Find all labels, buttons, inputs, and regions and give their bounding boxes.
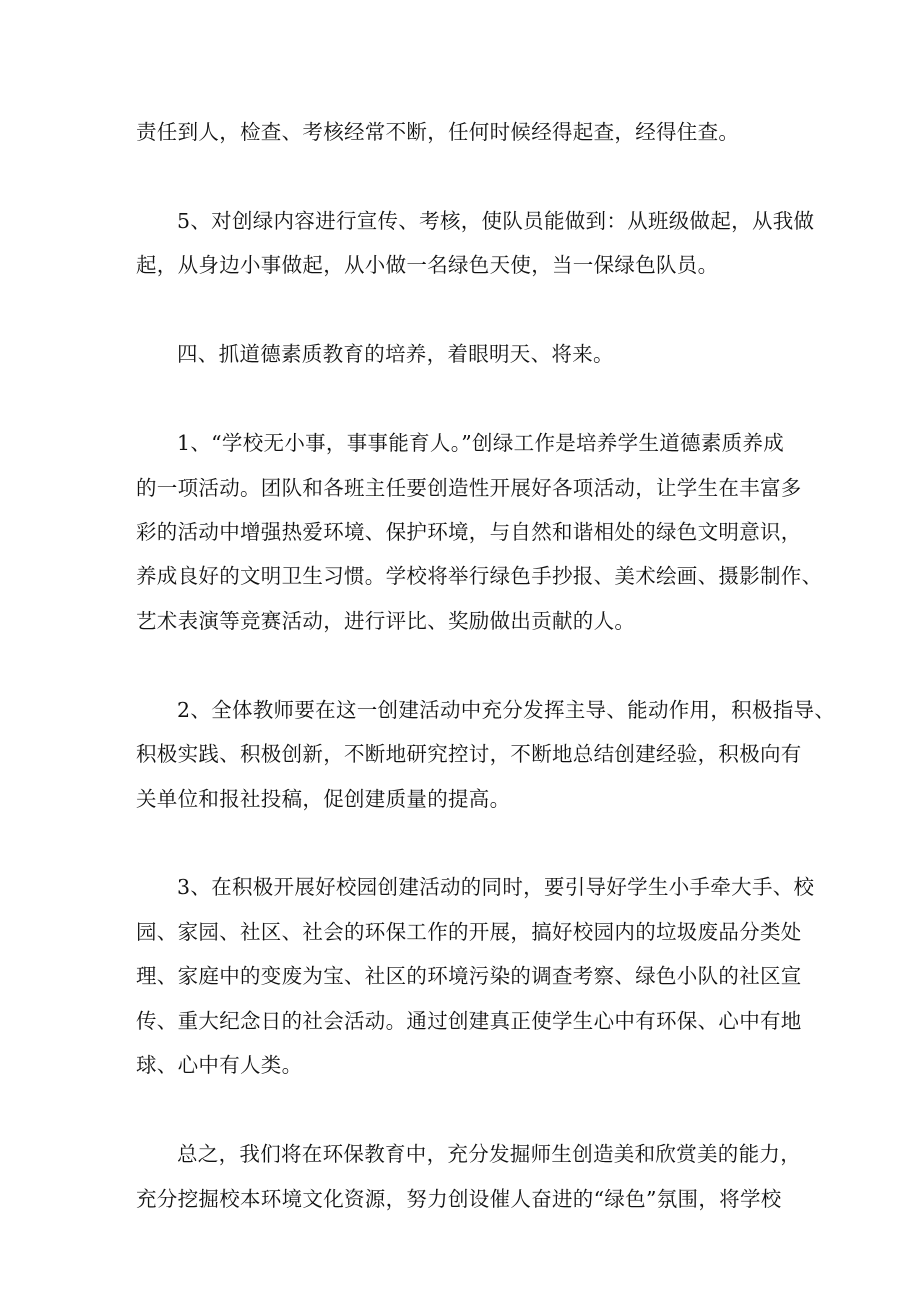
text-line: 四、抓道德素质教育的培养，着眼明天、将来。 <box>177 342 614 367</box>
text-line: 5、对创绿内容进行宣传、考核，使队员能做到：从班级做起，从我做 <box>177 208 815 233</box>
text-line: 关单位和报社投稿，促创建质量的提高。 <box>136 786 511 811</box>
text-line: 总之，我们将在环保教育中，充分发掘师生创造美和欣赏美的能力， <box>177 1142 801 1167</box>
text-line: 球、心中有人类。 <box>136 1053 303 1078</box>
text-line: 艺术表演等竞赛活动，进行评比、奖励做出贡献的人。 <box>136 608 636 633</box>
text-line: 积极实践、积极创新，不断地研究控讨，不断地总结创建经验，积极向有 <box>136 742 802 767</box>
paragraph-item-2 <box>136 688 836 821</box>
text-line: 的一项活动。团队和各班主任要创造性开展好各项活动，让学生在丰富多 <box>136 475 802 500</box>
text-line: 理、家庭中的变废为宝、社区的环境污染的调查考察、绿色小队的社区宣 <box>136 964 802 989</box>
paragraph-item-1 <box>136 421 823 643</box>
paragraph-summary <box>136 1132 801 1221</box>
paragraph-item-5 <box>136 199 815 288</box>
text-line: 2、全体教师要在这一创建活动中充分发挥主导、能动作用，积极指导、 <box>177 697 836 722</box>
text-line: 养成良好的文明卫生习惯。学校将举行绿色手抄报、美术绘画、摄影制作、 <box>136 564 823 589</box>
paragraph-responsibility <box>136 110 792 154</box>
text-line: 园、家园、社区、社会的环保工作的开展，搞好校园内的垃圾废品分类处 <box>136 919 802 944</box>
section-heading-4 <box>136 332 792 376</box>
text-line: 充分挖掘校本环境文化资源，努力创设催人奋进的“绿色”氛围，将学校 <box>136 1186 782 1211</box>
text-line: 彩的活动中增强热爱环境、保护环境，与自然和谐相处的绿色文明意识， <box>136 519 802 544</box>
text-line: 传、重大纪念日的社会活动。通过创建真正使学生心中有环保、心中有地 <box>136 1008 802 1033</box>
text-line: 起，从身边小事做起，从小做一名绿色天使，当一保绿色队员。 <box>136 253 719 278</box>
text-line: 1、“学校无小事，事事能育人。”创绿工作是培养学生道德素质养成 <box>177 431 785 456</box>
paragraph-item-3 <box>136 865 815 1087</box>
text-line: 3、在积极开展好校园创建活动的同时，要引导好学生小手牵大手、校 <box>177 875 815 900</box>
text-line: 责任到人，检查、考核经常不断，任何时候经得起查，经得住查。 <box>136 120 740 144</box>
